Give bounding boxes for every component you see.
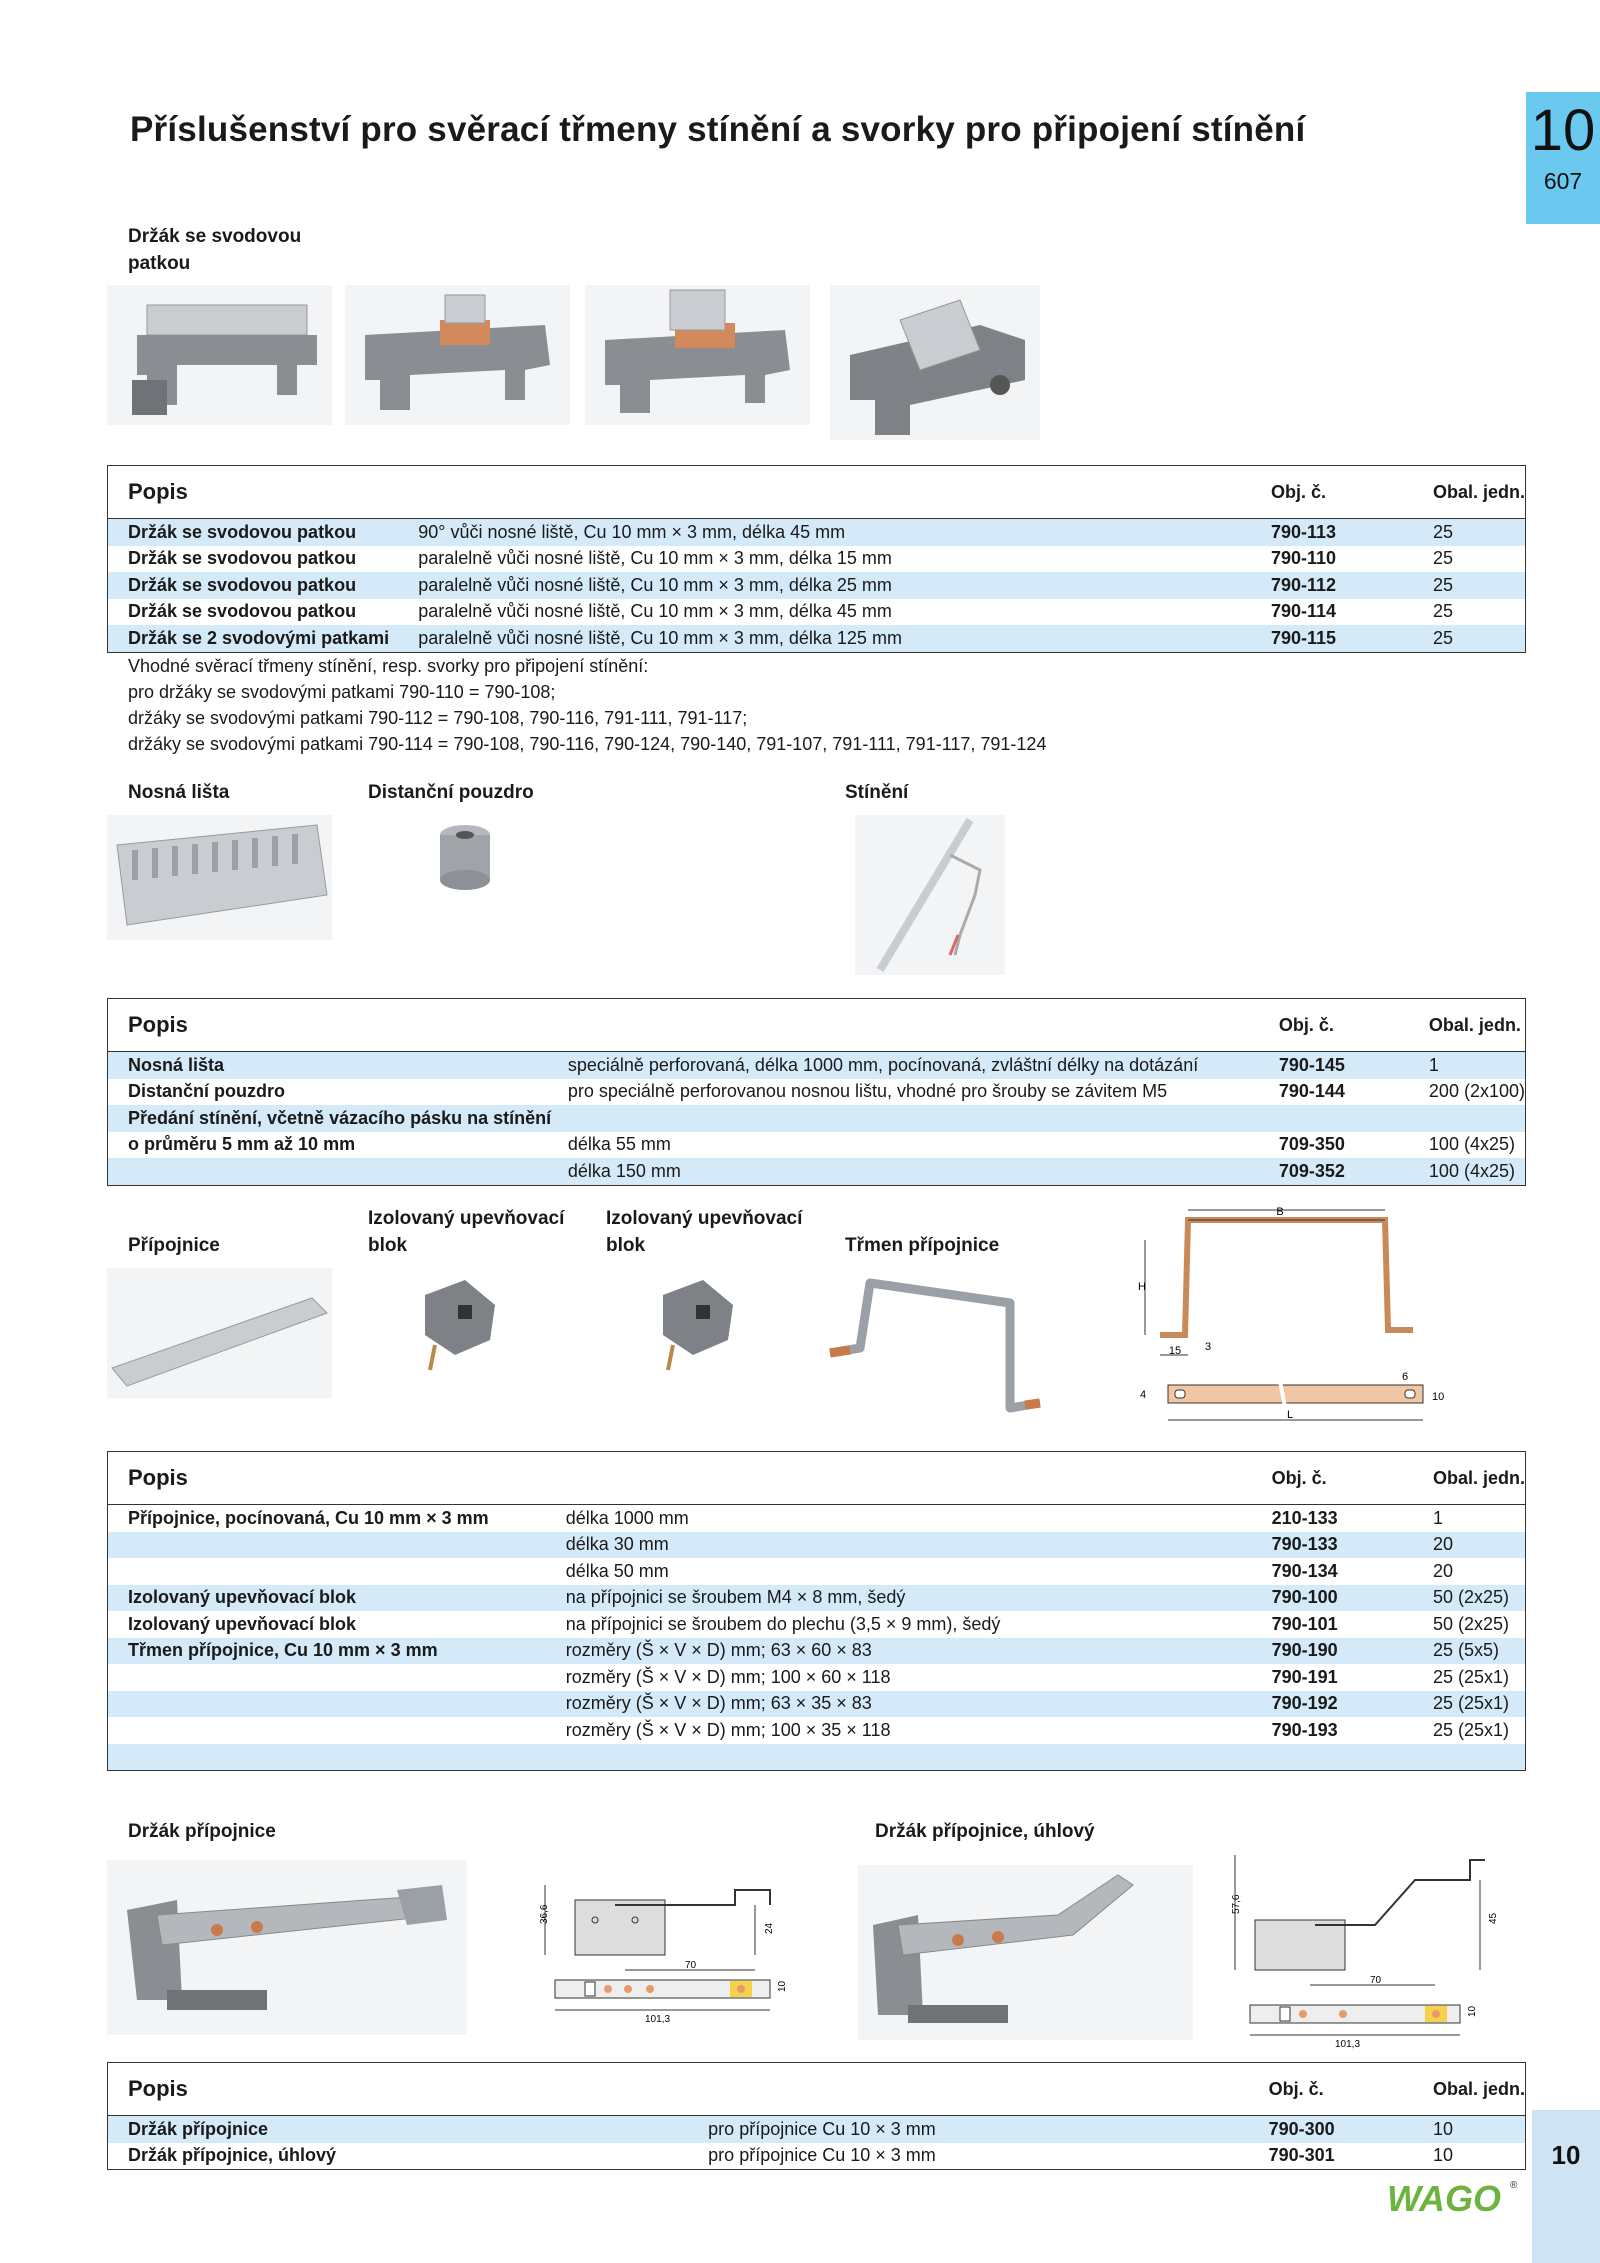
dim-10: 10 bbox=[777, 1980, 788, 1992]
table-row: Držák se svodovou patkou paralelně vůči nosné liště, Cu 10 mm × 3 mm, délka 25 mm 790-112 25 bbox=[108, 572, 1526, 599]
heading-rail: Nosná lišta bbox=[128, 782, 230, 803]
table-row bbox=[108, 1744, 1526, 1771]
table-header: Popis Obj. č. Obal. jedn. bbox=[108, 1452, 1526, 1505]
table-row: Izolovaný upevňovací blok na přípojnici se šroubem do plechu (3,5 × 9 mm), šedý 790-101 50 (2x25) bbox=[128, 1613, 1510, 1634]
dim-b: B bbox=[1276, 1206, 1284, 1218]
table-row: Držák se 2 svodovými patkami paralelně vůči nosné liště, Cu 10 mm × 3 mm, délka 125 mm 790-115 25 bbox=[108, 625, 1526, 652]
dim-70: 70 bbox=[685, 1960, 697, 1971]
table-row: délka 30 mm 790-133 20 bbox=[108, 1532, 1526, 1559]
section4-table bbox=[107, 2062, 1526, 2170]
shield-photo bbox=[855, 815, 1005, 975]
holder-photo-2 bbox=[345, 285, 570, 425]
holder-photo-3 bbox=[585, 285, 810, 425]
wago-logo bbox=[1385, 2178, 1520, 2218]
holder-photo-1 bbox=[107, 285, 332, 425]
dim-l: L bbox=[1286, 1409, 1294, 1421]
busbar-bracket-drawing bbox=[1130, 1205, 1450, 1440]
insulated-block-photo-2 bbox=[648, 1275, 743, 1375]
heading-busbar-bracket: Třmen přípojnice bbox=[845, 1235, 1000, 1256]
busbar-photo bbox=[107, 1268, 332, 1398]
table-row: rozměry (Š × V × D) mm; 100 × 35 × 118 790-193 25 (25x1) bbox=[565, 1719, 1510, 1740]
section1-heading: Držák se svodovou patkou bbox=[128, 226, 302, 274]
dim-36-6: 36,6 bbox=[539, 1904, 550, 1924]
dim-10-angled: 10 bbox=[1467, 2005, 1478, 2017]
table-row: Držák přípojnice pro přípojnice Cu 10 × 3 mm 790-300 10 bbox=[108, 2116, 1526, 2143]
table-row: Distanční pouzdro pro speciálně perforovanou nosnou lištu, vhodné pro šrouby se závitem M5 790-144 200 (2x100) bbox=[128, 1081, 1525, 1102]
section1-notes: Vhodné svěrací třmeny stínění, resp. svorky pro připojení stínění: pro držáky se svodovými patkami 790-110 = 790-108; držáky se svodovými patkami 790-112 = 790-108, 790-116, 791-111, 791-117; držáky se svodovými patkami 790-114 = 790-108, 790-116, 790-124, 790-140, 791-107, 791-111, 791-117, 791-124 bbox=[128, 656, 1047, 754]
heading-busbar-holder-angled: Držák přípojnice, úhlový bbox=[875, 1821, 1095, 1842]
spacer-photo bbox=[430, 820, 500, 900]
table-row: Předání stínění, včetně vázacího pásku na stínění bbox=[108, 1105, 1526, 1132]
table-row: délka 50 mm 790-134 20 bbox=[565, 1560, 1454, 1581]
dim-3: 3 bbox=[1205, 1341, 1212, 1353]
table-row: Držák se svodovou patkou paralelně vůči nosné liště, Cu 10 mm × 3 mm, délka 15 mm 790-110 25 bbox=[128, 548, 1454, 569]
dim-6: 6 bbox=[1402, 1371, 1409, 1383]
dim-57-6: 57,6 bbox=[1231, 1894, 1242, 1914]
table-row: rozměry (Š × V × D) mm; 100 × 60 × 118 790-191 25 (25x1) bbox=[565, 1666, 1510, 1687]
table-row: Přípojnice, pocínovaná, Cu 10 mm × 3 mm délka 1000 mm 210-133 1 bbox=[128, 1507, 1443, 1528]
busbar-holder-drawing bbox=[525, 1875, 795, 2035]
table-row: o průměru 5 mm až 10 mm délka 55 mm 709-350 100 (4x25) bbox=[128, 1134, 1515, 1155]
table-row: Izolovaný upevňovací blok na přípojnici se šroubem M4 × 8 mm, šedý 790-100 50 (2x25) bbox=[108, 1585, 1526, 1612]
footer-tab bbox=[1532, 2110, 1600, 2263]
dim-4: 4 bbox=[1140, 1389, 1147, 1401]
heading-spacer: Distanční pouzdro bbox=[368, 782, 534, 803]
table-row: Držák se svodovou patkou paralelně vůči nosné liště, Cu 10 mm × 3 mm, délka 45 mm 790-114 25 bbox=[128, 601, 1454, 622]
svg-text:®: ® bbox=[1510, 2180, 1518, 2191]
svg-text:WAGO: WAGO bbox=[1387, 2178, 1501, 2218]
heading-insulated-block-1: Izolovaný upevňovací blok bbox=[368, 1208, 565, 1256]
dim-24: 24 bbox=[764, 1922, 775, 1934]
rail-photo bbox=[107, 815, 332, 940]
footer-chapter-number: 10 bbox=[1551, 2140, 1581, 2170]
table-header: Popis Obj. č. Obal. jedn. bbox=[108, 466, 1526, 519]
heading-busbar: Přípojnice bbox=[128, 1235, 220, 1256]
heading-busbar-holder: Držák přípojnice bbox=[128, 1821, 276, 1842]
heading-shield: Stínění bbox=[845, 782, 909, 803]
heading-insulated-block-2: Izolovaný upevňovací blok bbox=[606, 1208, 803, 1256]
busbar-holder-photo bbox=[107, 1860, 467, 2035]
page-title: Příslušenství pro svěrací třmeny stínění a svorky pro připojení stínění bbox=[130, 110, 1306, 149]
section1-table bbox=[107, 465, 1526, 653]
dim-70-angled: 70 bbox=[1370, 1975, 1382, 1986]
table-header: Popis Obj. č. Obal. jedn. bbox=[108, 2063, 1526, 2116]
dim-10: 10 bbox=[1432, 1391, 1445, 1403]
table-row: rozměry (Š × V × D) mm; 63 × 35 × 83 790-192 25 (25x1) bbox=[108, 1691, 1526, 1718]
dim-45: 45 bbox=[1488, 1912, 1499, 1924]
insulated-block-photo-1 bbox=[410, 1275, 505, 1375]
dim-101-3: 101,3 bbox=[645, 2014, 671, 2025]
holder-photo-4 bbox=[830, 285, 1040, 440]
table-header: Popis Obj. č. Obal. jedn. bbox=[108, 999, 1526, 1052]
dim-15: 15 bbox=[1168, 1345, 1182, 1357]
table-row: délka 150 mm 709-352 100 (4x25) bbox=[108, 1158, 1526, 1185]
section2-table bbox=[107, 998, 1526, 1186]
table-row: Třmen přípojnice, Cu 10 mm × 3 mm rozměry (Š × V × D) mm; 63 × 60 × 83 790-190 25 (5x5) bbox=[108, 1638, 1526, 1665]
table-row: Držák se svodovou patkou 90° vůči nosné liště, Cu 10 mm × 3 mm, délka 45 mm 790-113 25 bbox=[108, 519, 1526, 546]
table-row: Držák přípojnice, úhlový pro přípojnice Cu 10 × 3 mm 790-301 10 bbox=[128, 2145, 1454, 2166]
busbar-holder-angled-drawing bbox=[1225, 1840, 1505, 2050]
page-number: 607 bbox=[1543, 168, 1583, 194]
busbar-bracket-photo bbox=[825, 1268, 1050, 1418]
dim-h: H bbox=[1138, 1281, 1146, 1293]
section3-table bbox=[107, 1451, 1526, 1771]
dim-101-3-angled: 101,3 bbox=[1335, 2039, 1361, 2050]
busbar-holder-angled-photo bbox=[858, 1865, 1193, 2040]
chapter-number: 10 bbox=[1530, 98, 1596, 163]
table-row: Nosná lišta speciálně perforovaná, délka 1000 mm, pocínovaná, zvláštní délky na dotázání 790-145 1 bbox=[108, 1052, 1526, 1079]
